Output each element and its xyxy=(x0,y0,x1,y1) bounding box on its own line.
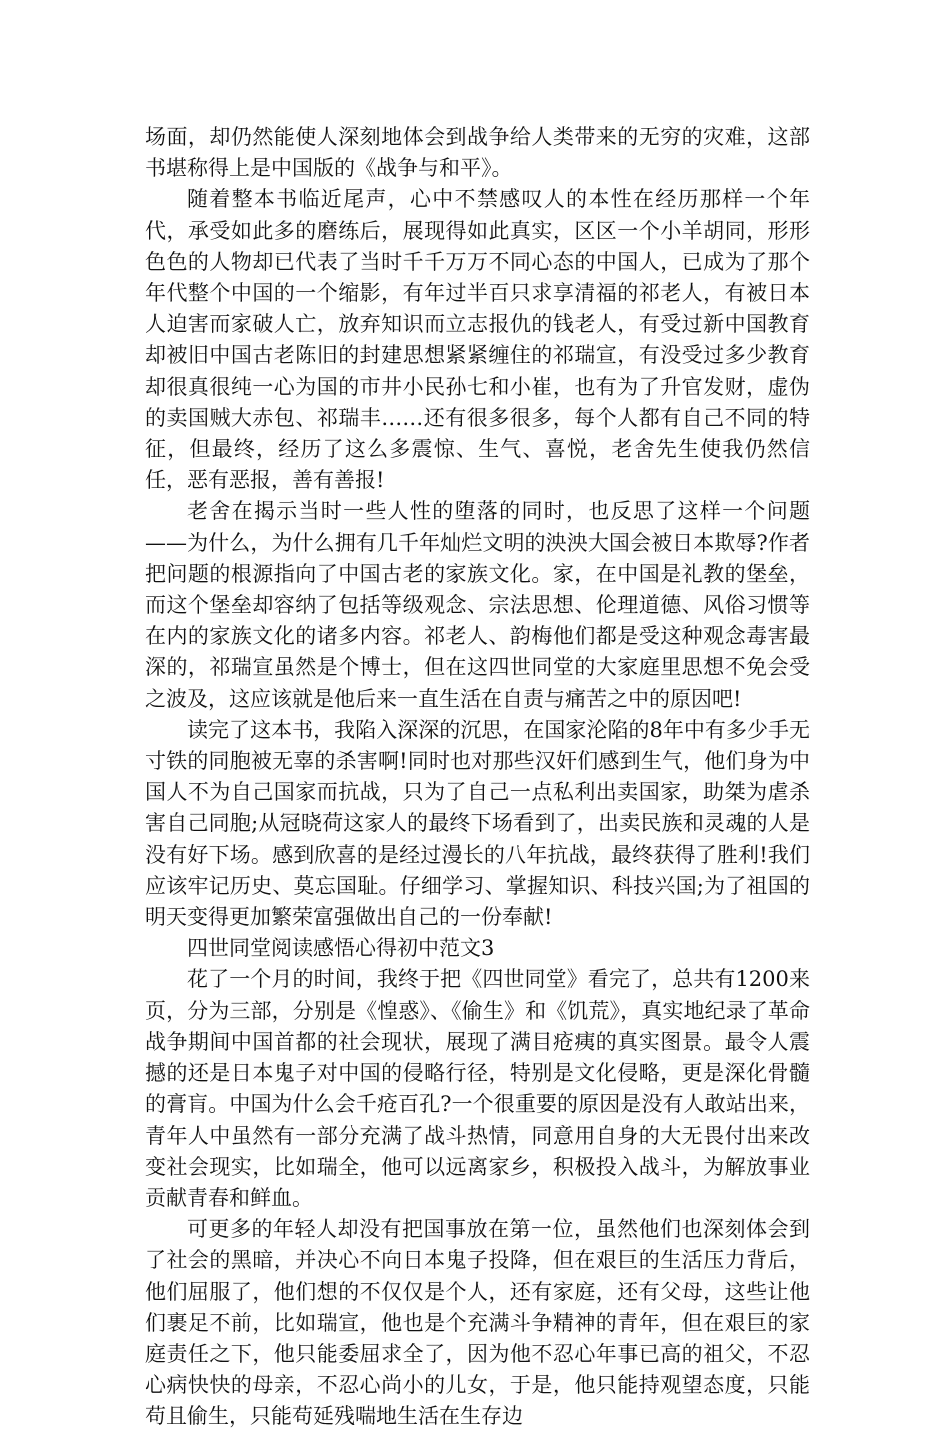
paragraph-family-culture: 老舍在揭示当时一些人性的堕落的同时，也反思了这样一个问题——为什么，为什么拥有几千年灿烂文明的泱泱大国会被日本欺辱?作者把问题的根源指向了中国古老的家族文化。家，在中国是礼教的堡垒，而这个堡垒却容纳了包括等级观念、宗法思想、伦理道德、风俗习惯等在内的家族文化的诸多内容。祁老人、韵梅他们都是受这种观念毒害最深的，祁瑞宣虽然是个博士，但在这四世同堂的大家庭里思想不免会受之波及，这应该就是他后来一直生活在自责与痛苦之中的原因吧! xyxy=(145,499,810,711)
paragraph-reflection: 读完了这本书，我陷入深深的沉思，在国家沦陷的8年中有多少手无寸铁的同胞被无辜的杀害啊!同时也对那些汉奸们感到生气，他们身为中国人不为自己国家而抗战，只为了自己一点私利出卖国家，助桀为虐杀害自己同胞;从冠晓荷这家人的最终下场看到了，出卖民族和灵魂的人是没有好下场。感到欣喜的是经过漫长的八年抗战，最终获得了胜利!我们应该牢记历史、莫忘国耻。仔细学习、掌握知识、科技兴国;为了祖国的明天变得更加繁荣富强做出自己的一份奉献! xyxy=(145,717,810,930)
paragraph-characters: 随着整本书临近尾声，心中不禁感叹人的本性在经历那样一个年代，承受如此多的磨练后，展现得如此真实，区区一个小羊胡同，形形色色的人物却已代表了当时千千万万不同心态的中国人，已成为了那个年代整个中国的一个缩影，有年过半百只求享清福的祁老人，有被日本人迫害而家破人亡，放弃知识而立志报仇的钱老人，有受过新中国教育却被旧中国古老陈旧的封建思想紧紧缠住的祁瑞宣，有没受过多少教育却很真很纯一心为国的市井小民孙七和小崔，也有为了升官发财，虚伪的卖国贼大赤包、祁瑞丰……还有很多很多，每个人都有自己不同的特征，但最终，经历了这么多震惊、生气、喜悦，老舍先生使我仍然信任，恶有恶报，善有善报! xyxy=(145,187,810,493)
paragraph-continuation: 场面，却仍然能使人深刻地体会到战争给人类带来的无穷的灾难，这部书堪称得上是中国版的《战争与和平》。 xyxy=(145,125,810,181)
document-body xyxy=(145,122,810,1433)
paragraph-sample3-youth: 可更多的年轻人却没有把国事放在第一位，虽然他们也深刻体会到了社会的黑暗，并决心不向日本鬼子投降，但在艰巨的生活压力背后，他们屈服了，他们想的不仅仅是个人，还有家庭，还有父母，这些让他们裹足不前，比如瑞宣，他也是个充满斗争精神的青年，但在艰巨的家庭责任之下，他只能委屈求全了，因为他不忍心年事已高的祖父，不忍心病快快的母亲，不忍心尚小的儿女，于是，他只能持观望态度，只能苟且偷生，只能苟延残喘地生活在生存边 xyxy=(145,1217,810,1429)
paragraph-sample3-intro: 花了一个月的时间，我终于把《四世同堂》看完了，总共有1200来页，分为三部，分别是《惶惑》、《偷生》和《饥荒》，真实地纪录了革命战争期间中国首都的社会现状，展现了满目疮痍的真实图景。最令人震撼的还是日本鬼子对中国的侵略行径，特别是文化侵略，更是深化骨髓的膏肓。中国为什么会千疮百孔?一个很重要的原因是没有人敢站出来，青年人中虽然有一部分充满了战斗热情，同意用自身的大无畏付出来改变社会现实，比如瑞全，他可以远离家乡，积极投入战斗，为解放事业贡献青春和鲜血。 xyxy=(145,967,810,1210)
section-heading: 四世同堂阅读感悟心得初中范文3 xyxy=(187,936,495,961)
